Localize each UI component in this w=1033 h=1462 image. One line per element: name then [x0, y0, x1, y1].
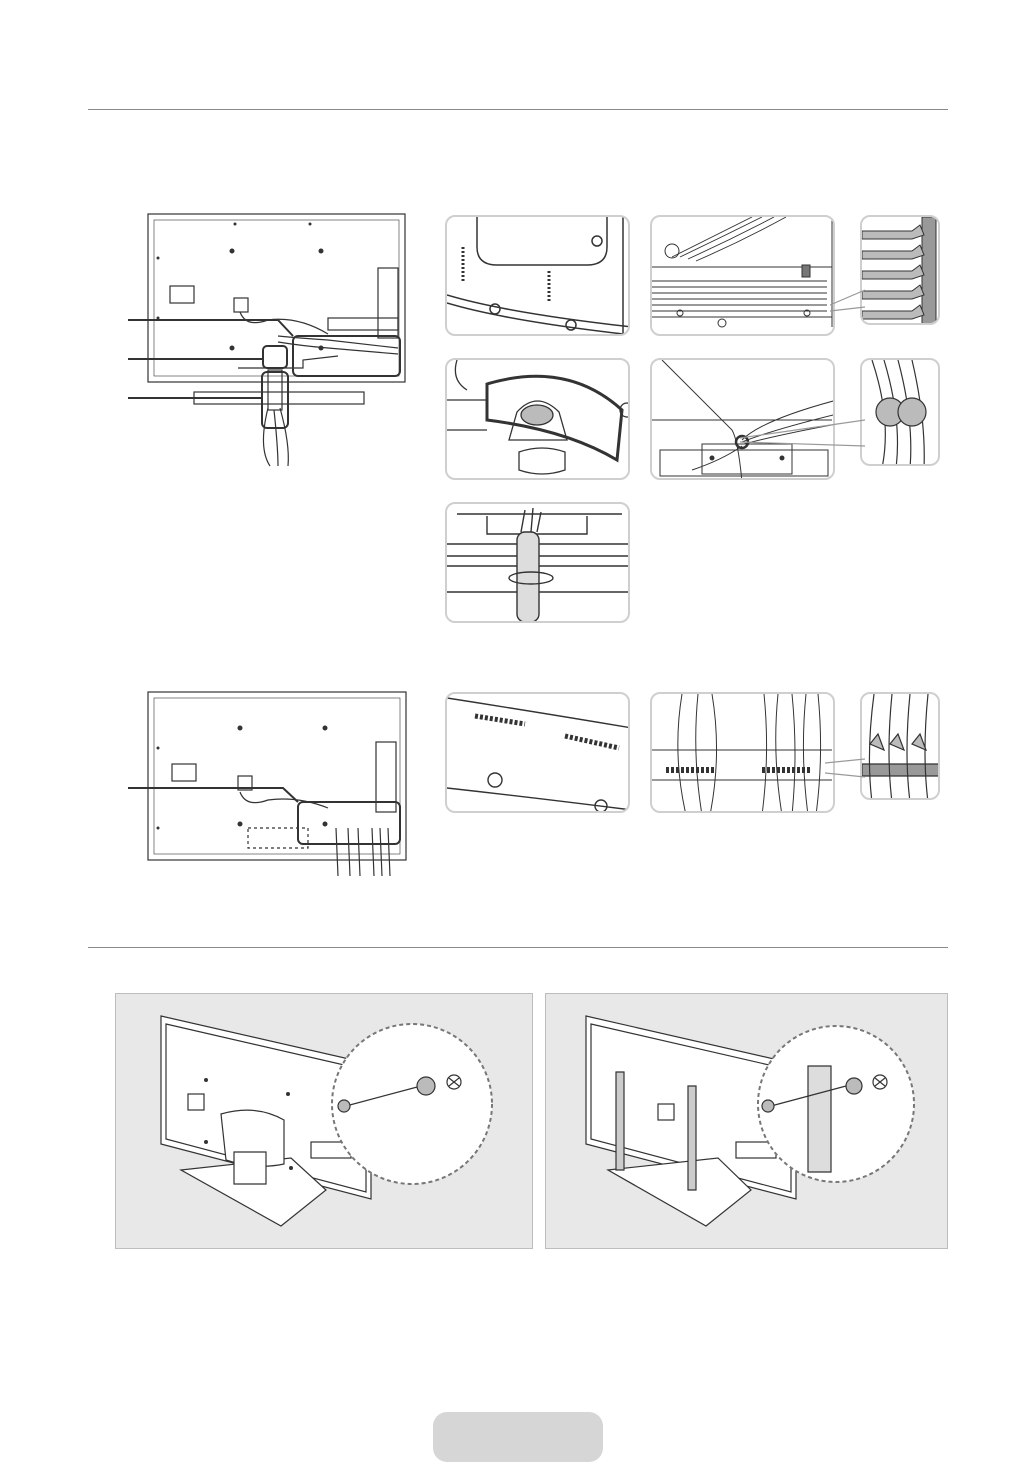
section-divider-top: [88, 109, 948, 110]
figure-stand-screw: [115, 993, 533, 1249]
section-divider-middle: [88, 947, 948, 948]
zoom-connector-1: [830, 285, 865, 315]
zoom-connector-3: [825, 755, 865, 780]
detail-panel-clip-zoom-1: [860, 215, 940, 325]
detail-panel-tie-zoom: [860, 358, 940, 466]
detail-panel-cables-clip: [650, 215, 835, 336]
tv-rear-diagram-2: [128, 688, 418, 878]
page-footer-tab: [433, 1412, 603, 1462]
tv-rear-diagram-1: [128, 208, 418, 468]
detail-panel-stand-neck: [445, 502, 630, 623]
figure-holder-screw: [545, 993, 948, 1249]
detail-panel-cables-slots: [650, 692, 835, 813]
detail-panel-clip-zoom-2: [860, 692, 940, 800]
detail-panel-bracket-1: [445, 215, 630, 336]
zoom-connector-2: [740, 410, 865, 450]
detail-panel-clip-slots: [445, 692, 630, 813]
detail-panel-stand-cover: [445, 358, 630, 480]
